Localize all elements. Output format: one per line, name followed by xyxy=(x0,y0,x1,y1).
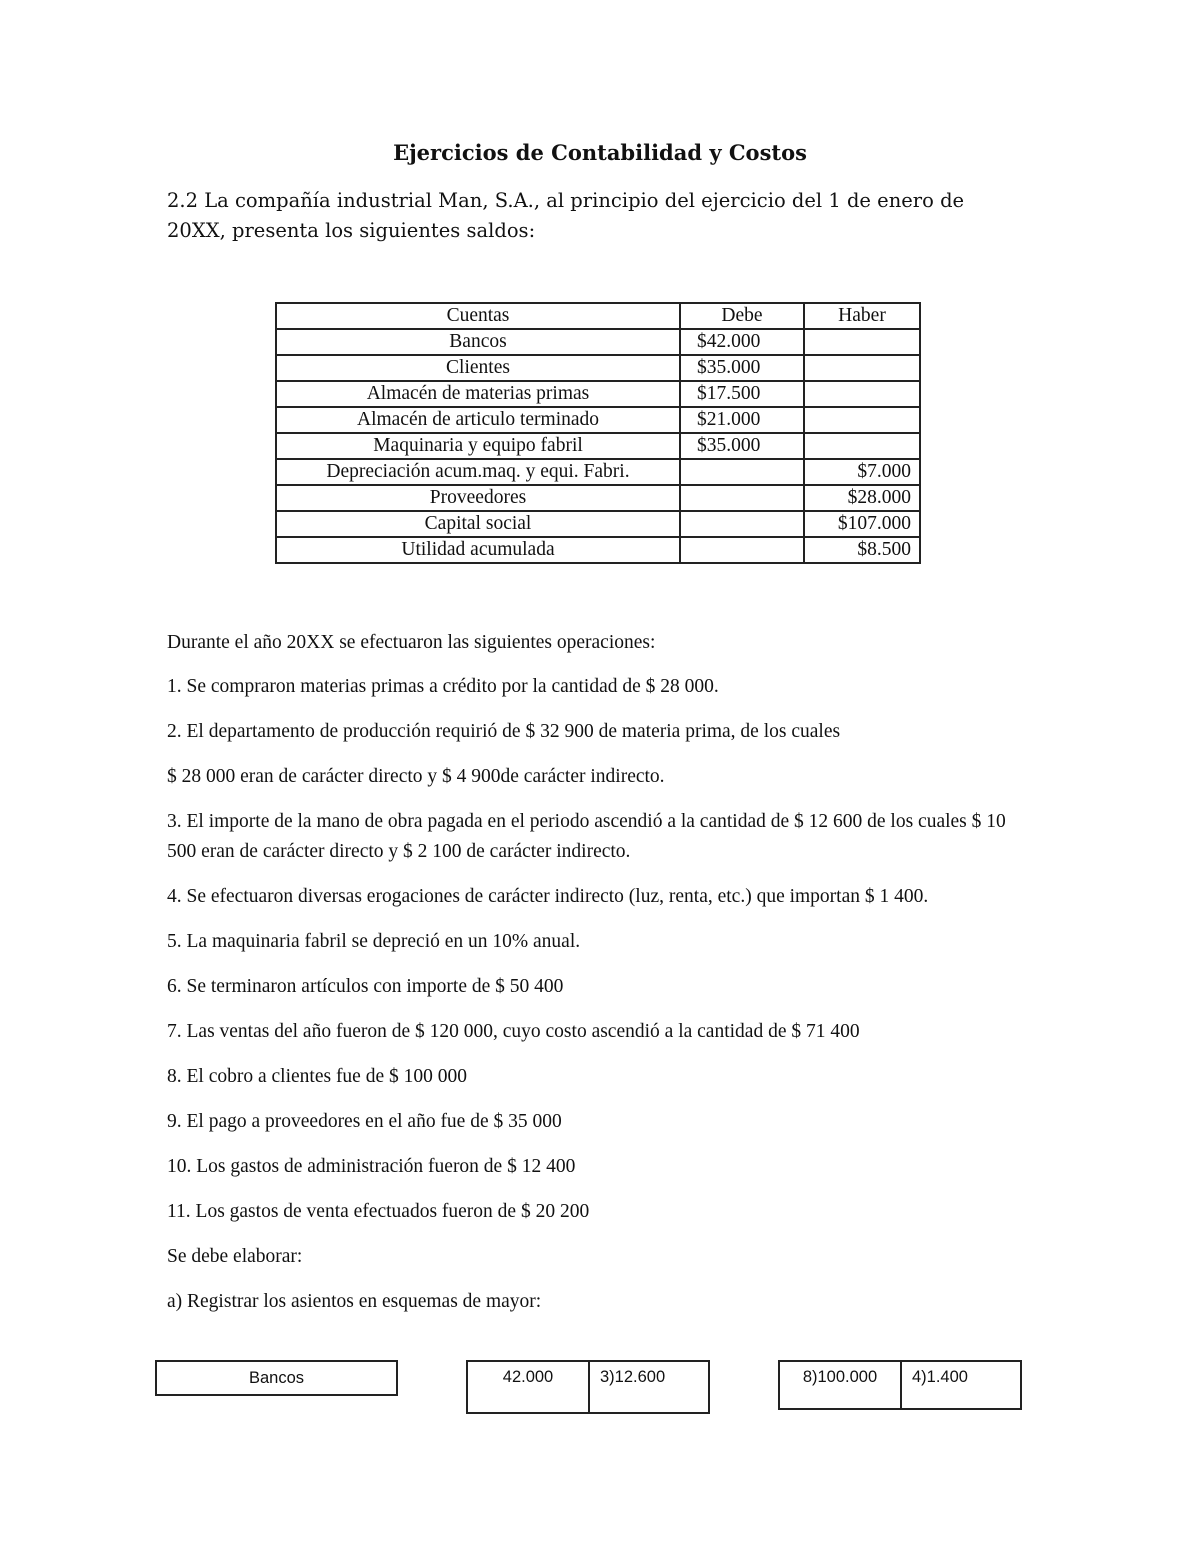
operation-item: 6. Se terminaron artículos con importe de $ 50 400 xyxy=(167,976,564,997)
cell-cuenta: Depreciación acum.maq. y equi. Fabri. xyxy=(276,459,680,485)
page-title: Ejercicios de Contabilidad y Costos xyxy=(393,140,807,165)
header-cuentas: Cuentas xyxy=(276,303,680,329)
ledger-account-name: Bancos xyxy=(248,1369,305,1387)
cell-debe: $35.000 xyxy=(680,355,804,381)
ledger-debit-entry: 42.000 xyxy=(468,1362,590,1412)
table-row xyxy=(276,407,920,433)
operation-item: 3. El importe de la mano de obra pagada en el periodo ascendió a la cantidad de $ 12 600 de los cuales $ 10 500 eran de carácter directo y $ 2 100 de carácter indirecto. xyxy=(167,811,1006,862)
cell-haber xyxy=(804,355,920,381)
cell-cuenta: Capital social xyxy=(276,511,680,537)
cell-haber xyxy=(804,433,920,459)
operation-item: 1. Se compraron materias primas a crédito por la cantidad de $ 28 000. xyxy=(167,676,719,697)
operation-item: 4. Se efectuaron diversas erogaciones de carácter indirecto (luz, renta, etc.) que importan $ 1 400. xyxy=(167,886,929,907)
cell-haber xyxy=(804,381,920,407)
operation-item: 7. Las ventas del año fueron de $ 120 000, cuyo costo ascendió a la cantidad de $ 71 400 xyxy=(167,1021,860,1042)
table-row xyxy=(276,381,920,407)
cell-haber xyxy=(804,329,920,355)
cell-debe: $35.000 xyxy=(680,433,804,459)
cell-debe: $42.000 xyxy=(680,329,804,355)
table-row xyxy=(276,433,920,459)
cell-haber: $7.000 xyxy=(804,459,920,485)
operation-item: 11. Los gastos de venta efectuados fueron de $ 20 200 xyxy=(167,1201,590,1222)
header-debe: Debe xyxy=(680,303,804,329)
table-row xyxy=(276,459,920,485)
cell-cuenta: Bancos xyxy=(276,329,680,355)
cell-haber xyxy=(804,407,920,433)
cell-cuenta: Clientes xyxy=(276,355,680,381)
task-heading: Se debe elaborar: xyxy=(167,1246,303,1267)
table-header-row xyxy=(276,303,920,329)
cell-cuenta: Almacén de materias primas xyxy=(276,381,680,407)
ledger-debit-entry: 8)100.000 xyxy=(780,1362,902,1408)
operations-intro: Durante el año 20XX se efectuaron las siguientes operaciones: xyxy=(167,632,656,653)
operation-item: 8. El cobro a clientes fue de $ 100 000 xyxy=(167,1066,467,1087)
cell-cuenta: Proveedores xyxy=(276,485,680,511)
cell-debe: $17.500 xyxy=(680,381,804,407)
cell-debe xyxy=(680,485,804,511)
operation-item: 9. El pago a proveedores en el año fue de $ 35 000 xyxy=(167,1111,562,1132)
cell-cuenta: Almacén de articulo terminado xyxy=(276,407,680,433)
ledger-account-box xyxy=(155,1360,398,1396)
balance-table xyxy=(275,302,921,564)
table-row xyxy=(276,537,920,563)
table-row xyxy=(276,485,920,511)
table-row xyxy=(276,355,920,381)
operation-item: $ 28 000 eran de carácter directo y $ 4 900de carácter indirecto. xyxy=(167,766,665,787)
ledger-t-account-1 xyxy=(466,1360,710,1414)
ledger-credit-entry: 4)1.400 xyxy=(912,1368,968,1386)
task-item: a) Registrar los asientos en esquemas de mayor: xyxy=(167,1291,542,1312)
table-row xyxy=(276,511,920,537)
operation-item: 10. Los gastos de administración fueron de $ 12 400 xyxy=(167,1156,576,1177)
cell-debe xyxy=(680,459,804,485)
header-haber: Haber xyxy=(804,303,920,329)
operations-list xyxy=(167,628,1037,1317)
cell-debe xyxy=(680,511,804,537)
cell-debe: $21.000 xyxy=(680,407,804,433)
ledger-t-account-2 xyxy=(778,1360,1022,1410)
cell-cuenta: Utilidad acumulada xyxy=(276,537,680,563)
operation-item: 5. La maquinaria fabril se depreció en un 10% anual. xyxy=(167,931,581,952)
cell-cuenta: Maquinaria y equipo fabril xyxy=(276,433,680,459)
ledger-credit-entry: 3)12.600 xyxy=(600,1368,666,1386)
intro-paragraph: 2.2 La compañía industrial Man, S.A., al principio del ejercicio del 1 de enero de 20XX, presenta los siguientes saldos: xyxy=(167,189,965,242)
cell-haber: $8.500 xyxy=(804,537,920,563)
cell-debe xyxy=(680,537,804,563)
cell-haber: $28.000 xyxy=(804,485,920,511)
operation-item: 2. El departamento de producción requirió de $ 32 900 de materia prima, de los cuales xyxy=(167,721,841,742)
cell-haber: $107.000 xyxy=(804,511,920,537)
table-row xyxy=(276,329,920,355)
